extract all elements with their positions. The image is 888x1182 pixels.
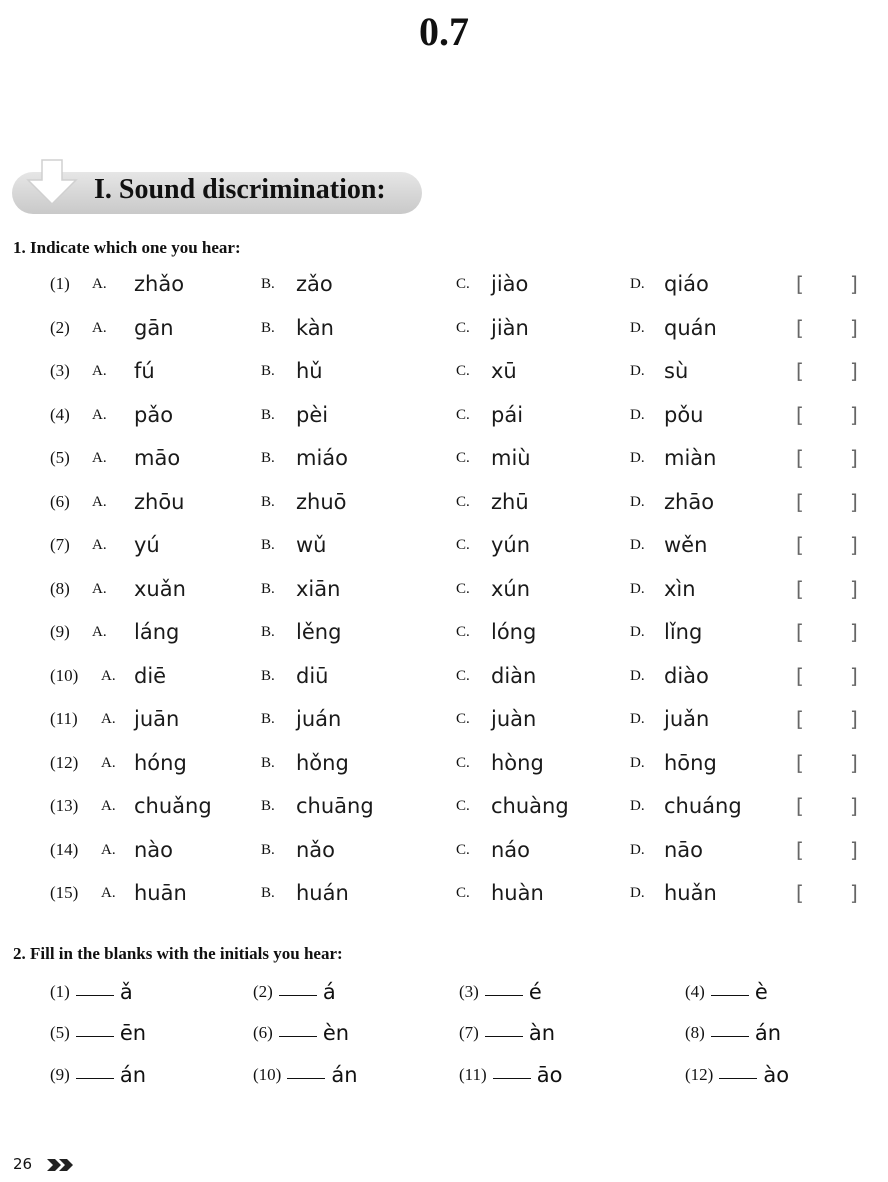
question-row [0,443,888,473]
option-a-pinyin[interactable]: diē [134,663,167,688]
question-number: (3) [50,361,70,380]
final-pinyin: è [754,980,768,1004]
question-number: (1) [50,274,70,293]
option-c-letter: C. [456,363,470,379]
option-d-letter: D. [630,450,645,466]
answer-bracket-open[interactable]: [ [796,402,804,427]
option-b-letter: B. [261,754,275,771]
option-b-letter: B. [261,798,275,814]
option-a-letter: A. [101,711,116,727]
fill-blank-number: (6) [253,1023,273,1042]
option-c-letter: C. [456,667,470,684]
question-row [0,530,888,560]
option-a-pinyin[interactable]: juān [134,707,180,731]
fill-blank-item [253,1060,358,1090]
option-d-pinyin[interactable]: miàn [664,446,717,470]
option-a-letter: A. [101,754,116,771]
question-number: (14) [50,839,79,859]
option-a-pinyin[interactable]: láng [134,620,180,644]
option-d-letter: D. [630,406,645,423]
answer-bracket-open[interactable]: [ [796,489,804,514]
option-b-letter: B. [261,537,275,553]
option-a-letter: A. [101,885,116,901]
option-b-letter: B. [261,624,275,640]
fill-blank-item [685,1060,789,1090]
option-b-pinyin[interactable]: miáo [296,446,349,470]
final-pinyin: āo [536,1063,563,1087]
option-d-letter: D. [630,580,645,597]
fill-blank-item [50,1060,146,1090]
option-d-pinyin[interactable]: pǒu [664,402,704,427]
option-c-letter: C. [456,319,470,336]
fill-blank-item [50,977,133,1007]
option-a-pinyin[interactable]: gān [134,315,174,340]
option-d-pinyin[interactable]: zhāo [664,489,715,514]
option-b-pinyin[interactable]: hǒng [296,750,349,775]
option-c-letter: C. [456,276,470,292]
option-b-letter: B. [261,450,275,466]
answer-bracket-open[interactable]: [ [796,446,804,470]
fill-blank-item [459,977,542,1007]
question-row [0,356,888,386]
answer-bracket-close[interactable]: ] [850,359,858,383]
option-c-letter: C. [456,580,470,597]
answer-bracket-close[interactable]: ] [850,489,858,514]
initial-blank[interactable] [279,977,317,996]
fill-blank-item [50,1018,146,1048]
option-b-pinyin[interactable]: pèi [296,402,329,427]
answer-bracket-close[interactable]: ] [850,707,858,731]
option-c-pinyin[interactable]: náo [491,837,531,862]
down-arrow-icon [22,158,82,208]
option-d-letter: D. [630,711,645,727]
question-number: (2) [50,317,70,337]
option-b-letter: B. [261,580,275,597]
option-a-pinyin[interactable]: pǎo [134,402,174,427]
answer-bracket-close[interactable]: ] [850,620,858,644]
part1-heading: 1. Indicate which one you hear: [13,238,241,257]
final-pinyin: èn [322,1021,350,1045]
option-b-letter: B. [261,841,275,858]
option-d-letter: D. [630,667,645,684]
option-b-pinyin[interactable]: juán [296,707,342,731]
page-number: 26 [13,1155,33,1173]
option-c-pinyin[interactable]: hòng [491,750,544,775]
question-row [0,487,888,517]
option-a-letter: A. [92,406,107,423]
option-c-pinyin[interactable]: miù [491,446,531,470]
question-number: (9) [50,622,70,641]
fill-blank-number: (11) [459,1065,487,1084]
initial-blank[interactable] [719,1060,757,1079]
question-row [0,748,888,778]
initial-blank[interactable] [711,1018,749,1037]
option-d-pinyin[interactable]: sù [664,359,689,383]
option-b-pinyin[interactable]: hǔ [296,359,323,383]
initial-blank[interactable] [493,1060,531,1079]
option-c-letter: C. [456,885,470,901]
double-chevron-right-icon [46,1158,76,1172]
section-title: I. Sound discrimination: [94,174,386,205]
option-b-pinyin[interactable]: zǎo [296,272,333,296]
option-b-pinyin[interactable]: kàn [296,315,334,340]
fill-blank-number: (10) [253,1065,282,1084]
option-a-pinyin[interactable]: hóng [134,750,187,775]
question-number: (7) [50,535,70,554]
fill-blank-item [685,1018,781,1048]
answer-bracket-open[interactable]: [ [796,533,804,557]
option-a-letter: A. [92,580,107,597]
answer-bracket-open[interactable]: [ [796,881,804,905]
page-title: 0.7 [419,9,469,54]
option-b-letter: B. [261,885,275,901]
option-a-pinyin[interactable]: fú [134,359,155,383]
final-pinyin: ǎ [119,980,133,1004]
answer-bracket-close[interactable]: ] [850,881,858,905]
question-row [0,704,888,734]
option-d-letter: D. [630,363,645,379]
option-c-letter: C. [456,798,470,814]
option-b-pinyin[interactable]: xiān [296,576,341,601]
fill-blank-number: (1) [50,982,70,1001]
option-d-letter: D. [630,754,645,771]
option-d-pinyin[interactable]: qiáo [664,272,709,296]
option-d-pinyin[interactable]: nāo [664,837,704,862]
option-a-letter: A. [92,363,107,379]
answer-bracket-close[interactable]: ] [850,663,858,688]
option-d-pinyin[interactable]: huǎn [664,881,717,905]
option-c-letter: C. [456,406,470,423]
answer-bracket-open[interactable]: [ [796,750,804,775]
option-c-letter: C. [456,841,470,858]
option-d-letter: D. [630,276,645,292]
final-pinyin: é [528,980,542,1004]
question-number: (4) [50,404,70,424]
fill-blank-number: (3) [459,982,479,1001]
question-row [0,269,888,299]
question-row [0,835,888,865]
option-d-pinyin[interactable]: chuáng [664,794,742,818]
question-number: (10) [50,665,79,685]
option-c-pinyin[interactable]: jiào [491,272,529,296]
answer-bracket-open[interactable]: [ [796,272,804,296]
final-pinyin: á [322,980,336,1004]
option-a-pinyin[interactable]: yú [134,533,160,557]
final-pinyin: án [754,1021,782,1045]
option-d-pinyin[interactable]: juǎn [664,707,710,731]
question-row [0,574,888,604]
fill-blank-item [459,1018,555,1048]
option-a-pinyin[interactable]: nào [134,837,174,862]
initial-blank[interactable] [287,1060,325,1079]
option-d-letter: D. [630,841,645,858]
option-a-pinyin[interactable]: zhōu [134,489,185,514]
initial-blank[interactable] [76,1060,114,1079]
final-pinyin: án [119,1063,147,1087]
option-a-letter: A. [92,493,107,510]
answer-bracket-close[interactable]: ] [850,446,858,470]
option-c-letter: C. [456,450,470,466]
option-d-letter: D. [630,885,645,901]
option-d-letter: D. [630,537,645,553]
question-number: (11) [50,709,78,728]
answer-bracket-open[interactable]: [ [796,663,804,688]
answer-bracket-open[interactable]: [ [796,837,804,862]
option-b-pinyin[interactable]: lěng [296,620,342,644]
option-c-pinyin[interactable]: yún [491,533,531,557]
option-c-pinyin[interactable]: juàn [491,707,537,731]
option-b-letter: B. [261,406,275,423]
final-pinyin: àn [528,1021,556,1045]
answer-bracket-open[interactable]: [ [796,794,804,818]
answer-bracket-close[interactable]: ] [850,402,858,427]
option-a-pinyin[interactable]: chuǎng [134,794,212,818]
fill-blank-item [253,977,336,1007]
option-a-pinyin[interactable]: xuǎn [134,576,186,601]
option-a-letter: A. [92,276,107,292]
fill-blank-number: (9) [50,1065,70,1084]
option-c-letter: C. [456,711,470,727]
option-d-pinyin[interactable]: diào [664,663,709,688]
option-a-letter: A. [92,537,107,553]
question-row [0,661,888,691]
fill-blank-row [0,1060,888,1090]
initial-blank[interactable] [279,1018,317,1037]
answer-bracket-close[interactable]: ] [850,272,858,296]
option-c-pinyin[interactable]: pái [491,402,524,427]
fill-blank-number: (2) [253,982,273,1001]
option-b-pinyin[interactable]: nǎo [296,837,336,862]
fill-blank-number: (7) [459,1023,479,1042]
answer-bracket-close[interactable]: ] [850,750,858,775]
question-number: (13) [50,796,79,815]
option-a-pinyin[interactable]: zhǎo [134,272,185,296]
option-b-letter: B. [261,667,275,684]
answer-bracket-open[interactable]: [ [796,707,804,731]
part2-heading: 2. Fill in the blanks with the initials you hear: [13,944,343,963]
option-a-letter: A. [92,319,107,336]
option-c-letter: C. [456,754,470,771]
option-d-letter: D. [630,798,645,814]
fill-blank-number: (4) [685,982,705,1001]
fill-blank-item [685,977,768,1007]
option-d-letter: D. [630,319,645,336]
option-a-letter: A. [92,450,107,466]
option-c-pinyin[interactable]: jiàn [491,315,529,340]
option-a-letter: A. [101,841,116,858]
initial-blank[interactable] [485,1018,523,1037]
fill-blank-number: (5) [50,1023,70,1042]
option-b-letter: B. [261,711,275,727]
question-number: (15) [50,883,79,902]
option-a-letter: A. [92,624,107,640]
question-number: (12) [50,752,79,772]
question-row [0,313,888,343]
answer-bracket-close[interactable]: ] [850,533,858,557]
option-d-letter: D. [630,493,645,510]
option-d-pinyin[interactable]: xìn [664,576,696,601]
question-number: (5) [50,448,70,467]
answer-bracket-open[interactable]: [ [796,620,804,644]
answer-bracket-open[interactable]: [ [796,359,804,383]
question-number: (6) [50,491,70,511]
initial-blank[interactable] [711,977,749,996]
answer-bracket-open[interactable]: [ [796,315,804,340]
answer-bracket-close[interactable]: ] [850,576,858,601]
final-pinyin: ēn [119,1021,147,1045]
option-a-pinyin[interactable]: māo [134,446,181,470]
fill-blank-number: (12) [685,1065,714,1084]
option-b-letter: B. [261,363,275,379]
question-row [0,791,888,821]
initial-blank[interactable] [76,1018,114,1037]
answer-bracket-close[interactable]: ] [850,837,858,862]
option-c-pinyin[interactable]: zhū [491,489,529,514]
option-b-pinyin[interactable]: huán [296,881,349,905]
option-d-letter: D. [630,624,645,640]
option-c-pinyin[interactable]: xún [491,576,531,601]
answer-bracket-close[interactable]: ] [850,794,858,818]
option-c-pinyin[interactable]: diàn [491,663,537,688]
final-pinyin: ào [763,1063,790,1087]
fill-blank-row [0,1018,888,1048]
option-c-letter: C. [456,537,470,553]
answer-bracket-open[interactable]: [ [796,576,804,601]
option-b-pinyin[interactable]: chuāng [296,794,374,818]
option-c-letter: C. [456,493,470,510]
fill-blank-row [0,977,888,1007]
option-d-pinyin[interactable]: wěn [664,533,708,557]
question-row [0,400,888,430]
option-d-pinyin[interactable]: quán [664,315,717,340]
option-b-letter: B. [261,493,275,510]
option-b-letter: B. [261,276,275,292]
fill-blank-number: (8) [685,1023,705,1042]
answer-bracket-close[interactable]: ] [850,315,858,340]
question-row [0,878,888,908]
option-c-pinyin[interactable]: chuàng [491,794,569,818]
option-b-pinyin[interactable]: wǔ [296,533,327,557]
option-d-pinyin[interactable]: lǐng [664,620,703,644]
option-a-pinyin[interactable]: huān [134,881,187,905]
option-c-pinyin[interactable]: xū [491,359,517,383]
final-pinyin: án [331,1063,358,1087]
option-c-pinyin[interactable]: lóng [491,620,537,644]
fill-blank-item [253,1018,349,1048]
initial-blank[interactable] [485,977,523,996]
question-number: (8) [50,578,70,598]
option-a-letter: A. [101,667,116,684]
initial-blank[interactable] [76,977,114,996]
question-row [0,617,888,647]
option-d-pinyin[interactable]: hōng [664,750,717,775]
option-c-letter: C. [456,624,470,640]
option-c-pinyin[interactable]: huàn [491,881,544,905]
option-b-letter: B. [261,319,275,336]
option-b-pinyin[interactable]: zhuō [296,489,347,514]
option-b-pinyin[interactable]: diū [296,663,329,688]
option-a-letter: A. [101,798,116,814]
fill-blank-item [459,1060,562,1090]
